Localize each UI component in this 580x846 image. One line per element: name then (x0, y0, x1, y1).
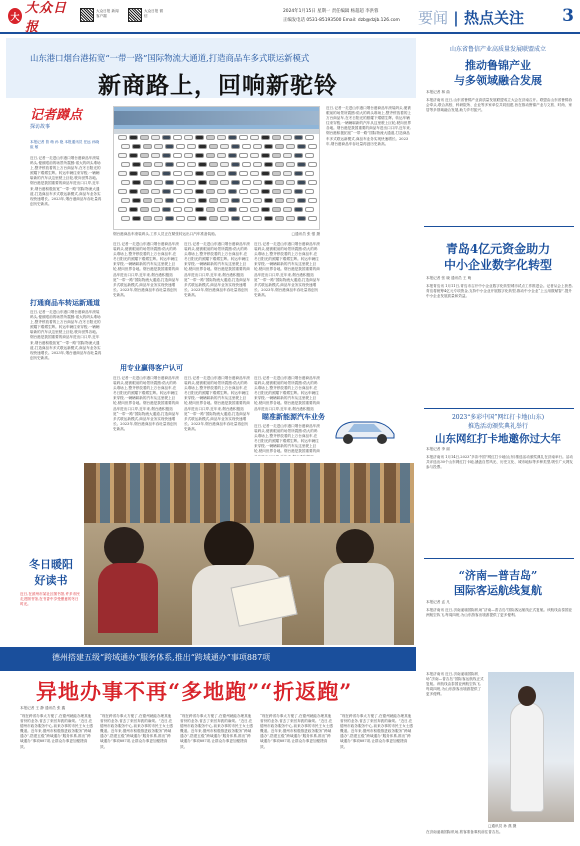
parked-car (187, 180, 196, 185)
parked-car (118, 171, 127, 176)
lead-body-col1b: 近日,记者一走进山东港口烟台港商品车滚装码头,便被眼前的场景所震撼:偌大的码头堆场上,整齐停放着的上万台商品车,在冬日阳光的照耀下熠熠生辉。转运车辆往来穿梭,一辆辆崭新的汽车从这里驶上巨轮,驶向世界各地。烟台港是我国重要的商品车进出口口岸,近年来,烟台港积极拓宽“一带一路”国际物流大通道,打造商品车多式联运新模式,商品车业务实现快速增长。2023年,烟台港商品车吞吐量再创历史新高。 (30, 310, 102, 360)
parked-car (162, 171, 171, 176)
parked-car (151, 171, 160, 176)
parked-car (253, 144, 262, 149)
parked-car (209, 216, 218, 221)
parked-car (283, 207, 292, 212)
parked-car (165, 144, 174, 149)
parked-car (176, 216, 185, 221)
story4-byline: 本报记者 孟 凡 (426, 600, 450, 604)
lead-body-col8: 近日,记者一走进山东港口烟台港商品车滚装码头,便被眼前的场景所震撼:偌大的码头堆场上,整齐停放着的上万台商品车,在冬日阳光的照耀下熠熠生辉。转运车辆往来穿梭,一辆辆崭新的汽车从这里驶上巨轮,驶向世界各地。烟台港是我国重要的商 (254, 424, 320, 454)
story3-kicker2: 推选活动颁奖典礼举行 (467, 423, 528, 430)
parked-car (217, 189, 226, 194)
parked-car (253, 180, 262, 185)
reader-body (324, 563, 394, 645)
parked-car (239, 135, 248, 140)
contact-line: 正编发电话 0531-85193500 Email: dzb@dzjb.126.com (283, 18, 400, 23)
parked-car (184, 135, 193, 140)
parked-car (272, 153, 281, 158)
lead-subhead-1: 打通商品车转运新通道 (30, 298, 100, 307)
parked-car (132, 180, 141, 185)
section-heading: 热点关注 (463, 9, 524, 27)
parked-car (154, 162, 163, 167)
parked-car (264, 162, 273, 167)
parked-car (132, 144, 141, 149)
parked-car (242, 180, 251, 185)
reader-body (98, 563, 158, 633)
parked-car (272, 189, 281, 194)
parked-car (132, 216, 141, 221)
parked-car (129, 153, 138, 158)
story2-title-line1: 青岛4亿元资金助力 (445, 242, 551, 256)
parked-car (184, 207, 193, 212)
date-line: 2024年1月15日 星期一 责任编辑 杨超超 李洪蓉 (283, 9, 379, 14)
parked-car (217, 171, 226, 176)
lead-subhead-3: 瞄准新能源汽车业务 (262, 412, 325, 421)
story3-title: 山东网红打卡地邀你过大年 (435, 433, 561, 445)
parked-car (261, 153, 270, 158)
parked-car (143, 162, 152, 167)
parked-car (308, 180, 317, 185)
story4-body-col2: 本报济南讯 近日,济南遥墙国际机场“济南—普吉岛”国际客运航线正式复航。该航线由泰国亚洲航空执飞,每周四班,为山东游客出境游提供了更多便利。 (426, 672, 484, 697)
reader-head (104, 527, 144, 567)
parked-car (305, 207, 314, 212)
parked-car (305, 153, 314, 158)
parked-cars (118, 135, 318, 227)
parked-car (220, 216, 229, 221)
parked-car (195, 189, 204, 194)
parked-car (297, 198, 306, 203)
parked-car (209, 180, 218, 185)
parked-car (143, 216, 152, 221)
parked-car (272, 207, 281, 212)
parked-car (121, 144, 130, 149)
parked-car (261, 135, 270, 140)
parked-car (206, 153, 215, 158)
parked-car (261, 171, 270, 176)
parked-car (132, 198, 141, 203)
reader-head (204, 521, 254, 571)
parked-car (242, 162, 251, 167)
paper-name: 大众日报 (25, 1, 68, 35)
newspaper-logo (8, 1, 74, 35)
divider (424, 226, 574, 227)
parked-car (283, 153, 292, 158)
parked-car (228, 153, 237, 158)
parked-car (217, 135, 226, 140)
parked-car (250, 171, 259, 176)
parked-car (140, 153, 149, 158)
parked-car (264, 144, 273, 149)
parked-car (242, 216, 251, 221)
masthead (0, 0, 580, 34)
parked-car (217, 207, 226, 212)
parked-car (143, 144, 152, 149)
story2-title-line2: 中小企业数字化转型 (443, 258, 552, 272)
parked-car (264, 216, 273, 221)
parked-car (209, 144, 218, 149)
parked-car (294, 189, 303, 194)
parked-car (151, 153, 160, 158)
qr-caption: 大众日报 新闻客户端 (96, 9, 119, 19)
story3-byline: 本报记者 李 丽 (426, 447, 450, 451)
lead-body-col4: 近日,记者一走进山东港口烟台港商品车滚装码头,便被眼前的场景所震撼:偌大的码头堆场上,整齐停放着的上万台商品车,在冬日阳光的照耀下熠熠生辉。转运车辆往来穿梭,一辆辆崭新的汽车从这里驶上巨轮,驶向世界各地。烟台港是我国重要的商品车进出口口岸,近年来,烟台港积极拓宽“一带一路”国际物流大通道,打造商品车多式联运新模式,商品车业务实现快速增长。2023年,烟台港商品车吞吐量再创历史新高。 (254, 242, 320, 297)
parked-car (129, 207, 138, 212)
parked-car (198, 144, 207, 149)
parked-car (228, 189, 237, 194)
parked-car (239, 207, 248, 212)
parked-car (165, 198, 174, 203)
parked-car (275, 180, 284, 185)
bottom-kicker: 德州搭建五级“跨域通办”服务体系,推出“跨域通办”事项887项 (52, 653, 271, 662)
parked-car (162, 153, 171, 158)
ship-silhouette (114, 111, 320, 125)
qr-caption: 大众日报 微信 (144, 9, 164, 19)
parked-car (297, 162, 306, 167)
parked-car (308, 144, 317, 149)
story3-kicker: 2023“多彩中国”网红打卡地(山东) (451, 414, 545, 421)
parked-car (275, 198, 284, 203)
parked-car (162, 135, 171, 140)
photo-caption: 烟台港商品车滚装码头,工作人员正在紧张转运出口汽车准备装船。 □通讯员 张 强 摄 (113, 232, 320, 236)
airport-photo (488, 672, 574, 822)
story3-body: 本报济南讯 1月14日,2023“多彩中国”网红打卡地(山东)推选活动颁奖典礼在济南举行。活动共评选出30个山东网红打卡地,涵盖自然风光、历史文化、城市地标等多种类型,吸引广大网友参与投票。 (426, 455, 574, 470)
parked-car (231, 144, 240, 149)
lead-headline: 新商路上，回响新驼铃 (98, 72, 338, 99)
parked-car (129, 171, 138, 176)
parked-car (297, 216, 306, 221)
parked-car (198, 180, 207, 185)
lead-kicker: 山东港口烟台港拓宽“一带一路”国际物流大通道,打造商品车多式联运新模式 (30, 53, 310, 63)
parked-car (283, 189, 292, 194)
parked-car (129, 135, 138, 140)
port-photo (113, 106, 320, 230)
winter-body: 近日,在滨州市某社区图书馆,许多市民走进图书馆,在书香中享受惬意的冬日时光。 (20, 592, 80, 607)
parked-car (154, 180, 163, 185)
parked-car (187, 144, 196, 149)
lead-body-col9: 近日,记者一走进山东港口烟台港商品车滚装码头,便被眼前的场景所震撼:偌大的码头堆场上,整齐停放着的上万台商品车,在冬日阳光的照耀下熠熠生辉。转运车辆往来穿梭,一辆辆崭新的汽车从这里驶上巨轮,驶向世界各地。烟台港是我国重要的商品车进出口口岸,近年来,烟台港积极拓宽“一带一路”国际物流大通道,打造商品车多式联运新模式,商品车业务实现快速增长。2023年,烟台港商品车吞吐量再创历史新高。 (326, 106, 412, 146)
qr-code-icon (128, 8, 142, 22)
airport-photo-credit: □通讯员 孙 燕 摄 (488, 824, 517, 828)
parked-car (140, 189, 149, 194)
parked-car (140, 135, 149, 140)
parked-car (242, 198, 251, 203)
lead-body-col6: 近日,记者一走进山东港口烟台港商品车滚装码头,便被眼前的场景所震撼:偌大的码头堆场上,整齐停放着的上万台商品车,在冬日阳光的照耀下熠熠生辉。转运车辆往来穿梭,一辆辆崭新的汽车从这里驶上巨轮,驶向世界各地。烟台港是我国重要的商品车进出口口岸,近年来,烟台港积极拓宽“一带一路”国际物流大通道,打造商品车多式联运新模式,商品车业务实现快速增长。2023年,烟台港商品车吞吐量再创历史新高。 (184, 376, 250, 431)
parked-car (121, 162, 130, 167)
library-photo (84, 463, 414, 645)
parked-car (154, 144, 163, 149)
airport-photo-caption: 在济南遥墙国际机场,旅客准备乘机前往普吉岛。 (426, 830, 503, 834)
lead-body-col2: 近日,记者一走进山东港口烟台港商品车滚装码头,便被眼前的场景所震撼:偌大的码头堆场上,整齐停放着的上万台商品车,在冬日阳光的照耀下熠熠生辉。转运车辆往来穿梭,一辆辆崭新的汽车从这里驶上巨轮,驶向世界各地。烟台港是我国重要的商品车进出口口岸,近年来,烟台港积极拓宽“一带一路”国际物流大通道,打造商品车多式联运新模式,商品车业务实现快速增长。2023年,烟台港商品车吞吐量再创历史新高。 (113, 242, 179, 297)
logo-seal-icon: 大 (8, 8, 22, 24)
story1-byline: 本报记者 林 曲 (426, 90, 450, 94)
parked-car (220, 198, 229, 203)
parked-car (231, 216, 240, 221)
parked-car (231, 162, 240, 167)
lead-body-col1: 近日,记者一走进山东港口烟台港商品车滚装码头,便被眼前的场景所震撼:偌大的码头堆场上,整齐停放着的上万台商品车,在冬日阳光的照耀下熠熠生辉。转运车辆往来穿梭,一辆辆崭新的汽车从这里驶上巨轮,驶向世界各地。烟台港是我国重要的商品车进出口口岸,近年来,烟台港积极拓宽“一带一路”国际物流大通道,打造商品车多式联运新模式,商品车业务实现快速增长。2023年,烟台港商品车吞吐量再创历史新高。 (30, 156, 102, 206)
parked-car (143, 198, 152, 203)
divider (424, 408, 574, 409)
parked-car (231, 180, 240, 185)
parked-car (250, 135, 259, 140)
parked-car (206, 135, 215, 140)
parked-car (305, 189, 314, 194)
parked-car (121, 180, 130, 185)
story4-body: 本报济南讯 近日,济南遥墙国际机场“济南—普吉岛”国际客运航线正式复航。该航线由泰国亚洲航空执飞,每周四班,为山东游客出境游提供了更多便利。 (426, 608, 573, 618)
parked-car (176, 198, 185, 203)
parked-car (198, 198, 207, 203)
parked-car (220, 144, 229, 149)
parked-car (286, 162, 295, 167)
parked-car (272, 135, 281, 140)
parked-car (195, 153, 204, 158)
parked-car (264, 180, 273, 185)
parked-car (195, 171, 204, 176)
passenger-head (518, 686, 536, 706)
story1-title-line1: 推动鲁锦产业 (465, 59, 531, 72)
divider (424, 558, 574, 559)
parked-car (187, 198, 196, 203)
bottom-body-col1: “现在跨省办事太方便了,在德州就能办理其他省份的业务,省去了来回奔波的麻烦。”近日,在德州市政务服务中心,前来办事的市民王女士感慨道。近年来,德州市积极推进政务服务“跨域通办”,搭建五级“跨域通办”服务体系,推出“跨域通办”事项887项,让群众办事更加便捷高效。 (20, 714, 94, 749)
parked-car (264, 198, 273, 203)
winter-title-line2: 好读书 (34, 574, 68, 587)
story4-title-line1: “济南—普吉岛” (458, 569, 538, 582)
parked-car (173, 207, 182, 212)
parked-car (121, 216, 130, 221)
parked-car (118, 189, 127, 194)
parked-car (220, 162, 229, 167)
parked-car (239, 171, 248, 176)
parked-car (286, 144, 295, 149)
parked-car (118, 135, 127, 140)
parked-car (165, 162, 174, 167)
parked-car (184, 153, 193, 158)
parked-car (184, 171, 193, 176)
lead-body-col7: 近日,记者一走进山东港口烟台港商品车滚装码头,便被眼前的场景所震撼:偌大的码头堆场上,整齐停放着的上万台商品车,在冬日阳光的照耀下熠熠生辉。转运车辆往来穿梭,一辆辆崭新的汽车从这里驶上巨轮,驶向世界各地。烟台港是我国重要的商品车进出口口岸,近年来,烟台港积极拓 (254, 376, 320, 411)
parked-car (154, 216, 163, 221)
parked-car (184, 189, 193, 194)
lead-body-col5: 近日,记者一走进山东港口烟台港商品车滚装码头,便被眼前的场景所震撼:偌大的码头堆场上,整齐停放着的上万台商品车,在冬日阳光的照耀下熠熠生辉。转运车辆往来穿梭,一辆辆崭新的汽车从这里驶上巨轮,驶向世界各地。烟台港是我国重要的商品车进出口口岸,近年来,烟台港积极拓宽“一带一路”国际物流大通道,打造商品车多式联运新模式,商品车业务实现快速增长。2023年,烟台港商品车吞吐量再创历史新高。 (113, 376, 179, 431)
parked-car (118, 207, 127, 212)
parked-car (239, 153, 248, 158)
parked-car (173, 171, 182, 176)
parked-car (176, 144, 185, 149)
parked-car (187, 162, 196, 167)
parked-car (195, 135, 204, 140)
parked-car (286, 216, 295, 221)
parked-car (206, 171, 215, 176)
story2-byline: 本报记者 张 晓 通讯员 王 萌 (426, 276, 472, 280)
bottom-body-col5: “现在跨省办事太方便了,在德州就能办理其他省份的业务,省去了来回奔波的麻烦。”近日,在德州市政务服务中心,前来办事的市民王女士感慨道。近年来,德州市积极推进政务服务“跨域通办”,搭建五级“跨域通办”服务体系,推出“跨域通办”事项887项,让群众办事更加便捷高效。 (340, 714, 414, 749)
lead-byline: 本报记者 曾 萌 孙 艳 本报通讯员 任远 孙晓 崔 敏 (30, 140, 100, 150)
bottom-body-col4: “现在跨省办事太方便了,在德州就能办理其他省份的业务,省去了来回奔波的麻烦。”近日,在德州市政务服务中心,前来办事的市民王女士感慨道。近年来,德州市积极推进政务服务“跨域通办”,搭建五级“跨域通办”服务体系,推出“跨域通办”事项887项,让群众办事更加便捷高效。 (260, 714, 334, 749)
parked-car (308, 162, 317, 167)
reporter-badge (30, 104, 86, 138)
parked-car (217, 153, 226, 158)
page-number: 3 (562, 6, 574, 26)
story1-kicker: 山东省鲁信产业高质量发展联盟成立 (449, 46, 546, 53)
parked-car (294, 171, 303, 176)
parked-car (283, 135, 292, 140)
parked-car (294, 207, 303, 212)
parked-car (187, 216, 196, 221)
parked-car (305, 171, 314, 176)
parked-car (143, 180, 152, 185)
parked-car (121, 198, 130, 203)
parked-car (275, 216, 284, 221)
parked-car (198, 162, 207, 167)
parked-car (283, 171, 292, 176)
parked-car (294, 153, 303, 158)
parked-car (165, 216, 174, 221)
bottom-headline: 异地办事不再“多地跑”“折返跑” (36, 679, 353, 704)
parked-car (272, 171, 281, 176)
parked-car (228, 171, 237, 176)
parked-car (275, 162, 284, 167)
parked-car (308, 198, 317, 203)
parked-car (173, 135, 182, 140)
parked-car (162, 207, 171, 212)
parked-car (176, 180, 185, 185)
parked-car (253, 162, 262, 167)
car-illustration-icon (330, 412, 400, 446)
parked-car (140, 207, 149, 212)
bottom-byline: 本报记者 王 静 通讯员 张 鑫 (20, 706, 66, 710)
parked-car (154, 198, 163, 203)
parked-car (250, 207, 259, 212)
parked-car (151, 207, 160, 212)
story2-body: 本报青岛讯 1月11日,青岛市召开中小企业数字化转型城市试点工作推进会。记者从会上获悉,青岛将统筹4亿元专项资金,支持中小企业开展数字化转型,推动中小企业“上云用数赋智”,提升中小企业发展质量和效益。 (426, 284, 573, 299)
passenger-figure (510, 702, 544, 812)
lead-subhead-2: 用专业赢得客户认可 (120, 363, 183, 372)
parked-car (206, 207, 215, 212)
bottom-body-col2: “现在跨省办事太方便了,在德州就能办理其他省份的业务,省去了来回奔波的麻烦。”近日,在德州市政务服务中心,前来办事的市民王女士感慨道。近年来,德州市积极推进政务服务“跨域通办”,搭建五级“跨域通办”服务体系,推出“跨域通办”事项887项,让群众办事更加便捷高效。 (100, 714, 174, 749)
parked-car (250, 153, 259, 158)
parked-car (198, 216, 207, 221)
parked-car (308, 216, 317, 221)
parked-car (129, 189, 138, 194)
parked-car (151, 135, 160, 140)
parked-car (165, 180, 174, 185)
parked-car (118, 153, 127, 158)
parked-car (228, 135, 237, 140)
parked-car (242, 144, 251, 149)
parked-car (220, 180, 229, 185)
parked-car (286, 180, 295, 185)
parked-car (231, 198, 240, 203)
parked-car (275, 144, 284, 149)
parked-car (250, 189, 259, 194)
parked-car (140, 171, 149, 176)
parked-car (209, 162, 218, 167)
section-title: 要闻 | 热点关注 (418, 9, 524, 27)
parked-car (162, 189, 171, 194)
parked-car (132, 162, 141, 167)
section-label: 要闻 (418, 9, 449, 27)
story4-title-line2: 国际客运航线复航 (454, 584, 542, 597)
parked-car (297, 144, 306, 149)
parked-car (261, 207, 270, 212)
parked-car (294, 135, 303, 140)
winter-box (20, 556, 82, 632)
parked-car (195, 207, 204, 212)
parked-car (206, 189, 215, 194)
parked-car (176, 162, 185, 167)
badge-sub: 探访故事 (30, 124, 51, 130)
parked-car (173, 153, 182, 158)
parked-car (253, 198, 262, 203)
lead-body-col3: 近日,记者一走进山东港口烟台港商品车滚装码头,便被眼前的场景所震撼:偌大的码头堆场上,整齐停放着的上万台商品车,在冬日阳光的照耀下熠熠生辉。转运车辆往来穿梭,一辆辆崭新的汽车从这里驶上巨轮,驶向世界各地。烟台港是我国重要的商品车进出口口岸,近年来,烟台港积极拓宽“一带一路”国际物流大通道,打造商品车多式联运新模式,商品车业务实现快速增长。2023年,烟台港商品车吞吐量再创历史新高。 (184, 242, 250, 297)
parked-car (286, 198, 295, 203)
parked-car (239, 189, 248, 194)
winter-title-line1: 冬日暖阳 (29, 558, 73, 571)
parked-car (261, 189, 270, 194)
parked-car (253, 216, 262, 221)
photo-credit: □通讯员 张 强 摄 (291, 232, 320, 236)
parked-car (305, 135, 314, 140)
parked-car (297, 180, 306, 185)
parked-car (228, 207, 237, 212)
parked-car (209, 198, 218, 203)
reader-head (336, 529, 374, 567)
story1-title-line2: 与多领域融合发展 (454, 74, 542, 87)
story1-body: 本报济南讯 近日,山东省鲁锦产业高质量发展联盟成立大会在济南召开。联盟由山东省鲁锦协会牵头,联合高校、科研院所、企业等多家单位共同组建,旨在推动鲁锦产业与文旅、时尚、家居等多领域融合发展,助力乡村振兴。 (426, 98, 573, 113)
bookshelf (84, 463, 414, 523)
qr-code-icon (80, 8, 94, 22)
parked-car (173, 189, 182, 194)
badge-title: 记者蹲点 (30, 108, 83, 123)
parked-car (151, 189, 160, 194)
bottom-body-col3: “现在跨省办事太方便了,在德州就能办理其他省份的业务,省去了来回奔波的麻烦。”近日,在德州市政务服务中心,前来办事的市民王女士感慨道。近年来,德州市积极推进政务服务“跨域通办”,搭建五级“跨域通办”服务体系,推出“跨域通办”事项887项,让群众办事更加便捷高效。 (180, 714, 254, 749)
